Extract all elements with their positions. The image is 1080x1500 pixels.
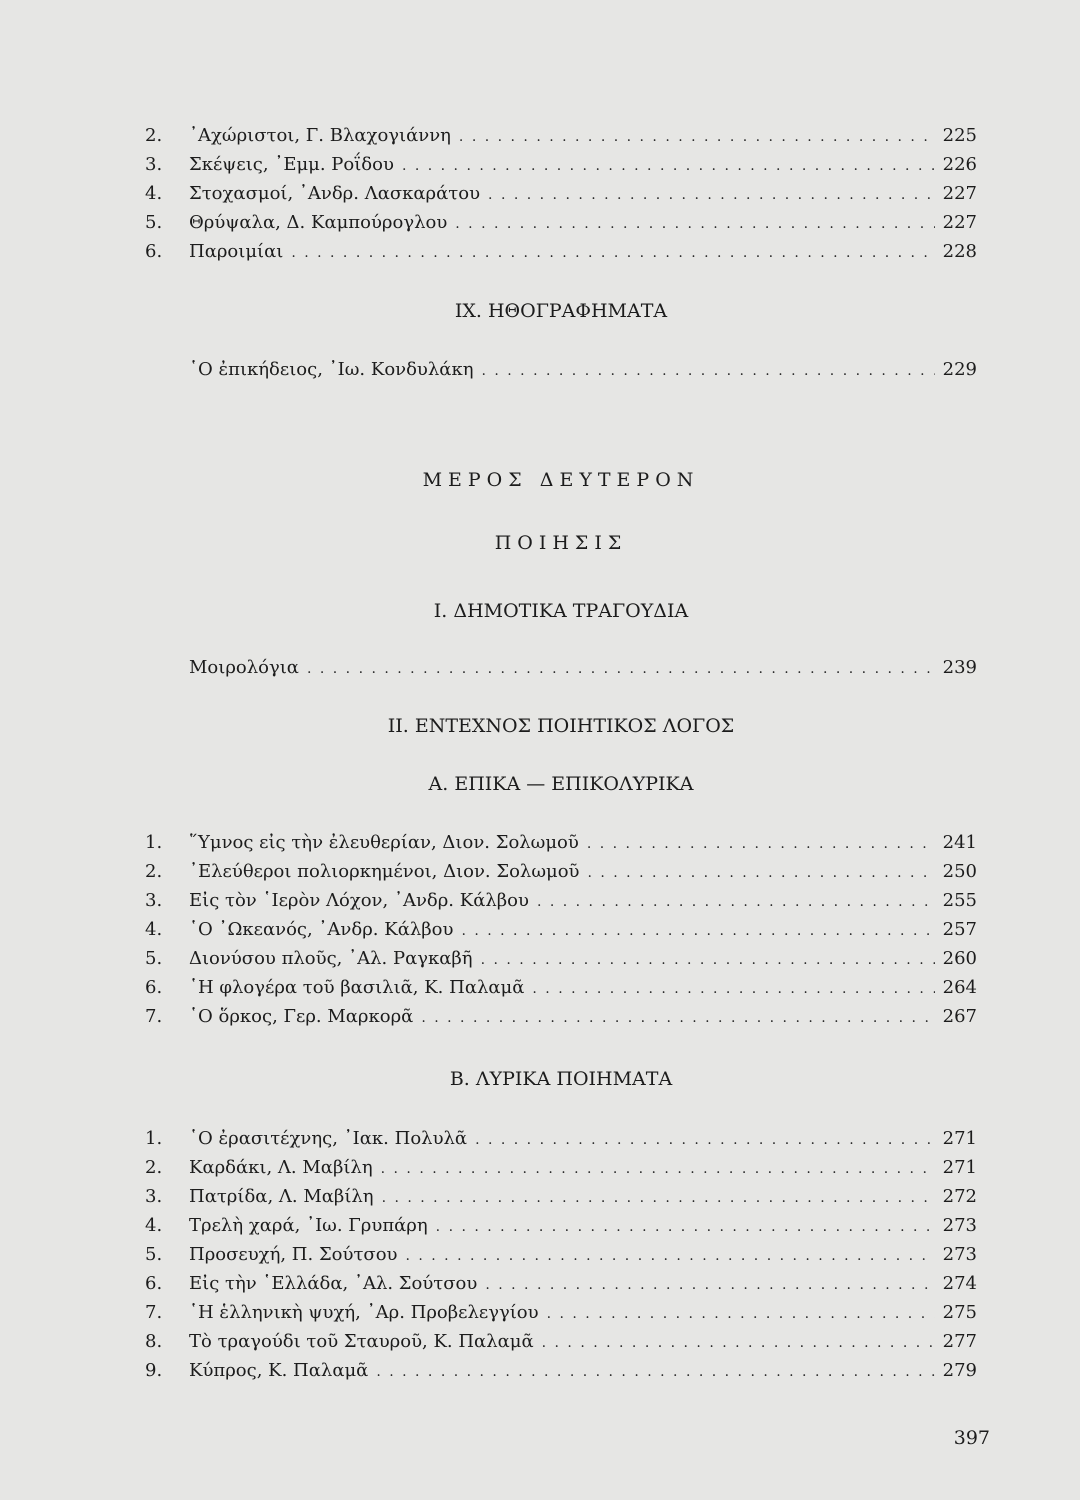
entry-number: 2. <box>145 1157 163 1178</box>
entry-title: Θρύψαλα, Δ. Καμπούρογλου <box>189 212 448 233</box>
entry-number: 7. <box>145 1302 163 1323</box>
entry-number: 3. <box>145 890 163 911</box>
toc-entry <box>145 976 977 1001</box>
entry-number: 6. <box>145 241 163 262</box>
dot-leader <box>488 183 935 207</box>
dot-leader <box>381 1157 935 1181</box>
entry-page: 271 <box>942 1128 977 1149</box>
toc-entry <box>145 1359 977 1384</box>
entry-page: 273 <box>942 1244 977 1265</box>
entry-number: 4. <box>145 919 163 940</box>
entry-number: 7. <box>145 1006 163 1027</box>
entry-number: 5. <box>145 948 163 969</box>
entry-page: 239 <box>942 657 977 678</box>
entry-number: 5. <box>145 212 163 233</box>
entry-title: Προσευχή, Π. Σούτσου <box>189 1244 398 1265</box>
entry-page: 275 <box>942 1302 977 1323</box>
toc-entry <box>145 918 977 943</box>
entry-title: ῾Η ἑλληνικὴ ψυχή, ᾿Αρ. Προβελεγγίου <box>189 1302 539 1323</box>
entry-number: 1. <box>145 1128 163 1149</box>
entry-page: 255 <box>942 890 977 911</box>
toc-entry <box>145 240 977 265</box>
dot-leader <box>421 1006 934 1030</box>
dot-leader <box>537 890 935 914</box>
entry-title: Εἰς τὸν ῾Ιερὸν Λόχον, ᾿Ανδρ. Κάλβου <box>189 890 529 911</box>
entry-title: Πατρίδα, Λ. Μαβίλη <box>189 1186 374 1207</box>
toc-entry <box>145 889 977 914</box>
entry-page: 228 <box>942 241 977 262</box>
dot-leader <box>547 1302 935 1326</box>
entry-page: 225 <box>942 125 977 146</box>
subsection-heading-b: Β. ΛΥΡΙΚΑ ΠΟΙΗΜΑΤΑ <box>449 1068 673 1090</box>
dot-leader <box>481 948 935 972</box>
entry-page: 229 <box>942 359 977 380</box>
entry-title: ῾Ο ἐρασιτέχνης, ᾿Ιακ. Πολυλᾶ <box>189 1128 468 1149</box>
dot-leader <box>382 1186 935 1210</box>
dot-leader <box>376 1360 934 1384</box>
entry-title: Τρελὴ χαρά, ᾿Ιω. Γρυπάρη <box>189 1215 428 1236</box>
entry-page: 250 <box>942 861 977 882</box>
dot-leader <box>291 241 934 265</box>
toc-entry <box>145 1330 977 1355</box>
entry-title: ᾿Ελεύθεροι πολιορκημένοι, Διον. Σολωμοῦ <box>189 861 580 882</box>
entry-page: 264 <box>942 977 977 998</box>
dot-leader <box>307 657 935 681</box>
entry-number: 1. <box>145 832 163 853</box>
entry-number: 6. <box>145 977 163 998</box>
entry-title: ῾Η φλογέρα τοῦ βασιλιᾶ, Κ. Παλαμᾶ <box>189 977 525 998</box>
dot-leader <box>587 832 935 856</box>
entry-page: 226 <box>942 154 977 175</box>
toc-entry <box>145 1214 977 1239</box>
dot-leader <box>481 359 934 383</box>
entry-page: 241 <box>942 832 977 853</box>
entry-page: 260 <box>942 948 977 969</box>
dot-leader <box>587 861 934 885</box>
entry-title: Κύπρος, Κ. Παλαμᾶ <box>189 1360 369 1381</box>
entry-number: 2. <box>145 125 163 146</box>
toc-entry <box>145 1272 977 1297</box>
toc-entry <box>145 1127 977 1152</box>
dot-leader <box>475 1128 935 1152</box>
dot-leader <box>461 919 934 943</box>
section-heading-i: I. ΔΗΜΟΤΙΚΑ ΤΡΑΓΟΥΔΙΑ <box>433 600 689 622</box>
entry-title: Τὸ τραγούδι τοῦ Σταυροῦ, Κ. Παλαμᾶ <box>189 1331 534 1352</box>
dot-leader <box>532 977 934 1001</box>
page-number: 397 <box>953 1427 990 1449</box>
entry-title: Καρδάκι, Λ. Μαβίλη <box>189 1157 373 1178</box>
entry-title: ῞Υμνος εἰς τὴν ἐλευθερίαν, Διον. Σολωμοῦ <box>189 832 579 853</box>
toc-entry <box>189 358 977 383</box>
entry-number: 2. <box>145 861 163 882</box>
entry-title: Διονύσου πλοῦς, ᾿Αλ. Ραγκαβῆ <box>189 948 473 969</box>
dot-leader <box>459 125 935 149</box>
toc-entry <box>145 1156 977 1181</box>
entry-page: 279 <box>942 1360 977 1381</box>
toc-entry <box>145 182 977 207</box>
toc-entry <box>145 1243 977 1268</box>
entry-title: ῾Ο ᾿Ωκεανός, ᾿Ανδρ. Κάλβου <box>189 919 454 940</box>
entry-title: Σκέψεις, ᾿Εμμ. Ροΐδου <box>189 154 394 175</box>
part-heading: ΜΕΡΟΣ ΔΕΥΤΕΡΟΝ <box>422 469 700 491</box>
entry-number: 4. <box>145 1215 163 1236</box>
dot-leader <box>436 1215 935 1239</box>
entry-page: 271 <box>942 1157 977 1178</box>
dot-leader <box>402 154 935 178</box>
entry-number: 9. <box>145 1360 163 1381</box>
entry-title: Στοχασμοί, ᾿Ανδρ. Λασκαράτου <box>189 183 481 204</box>
dot-leader <box>405 1244 934 1268</box>
entry-title: Εἰς τὴν ῾Ελλάδα, ᾿Αλ. Σούτσου <box>189 1273 478 1294</box>
entry-number: 8. <box>145 1331 163 1352</box>
entry-page: 267 <box>942 1006 977 1027</box>
toc-entry <box>145 211 977 236</box>
toc-entry <box>145 153 977 178</box>
section-heading-ii: II. ΕΝΤΕΧΝΟΣ ΠΟΙΗΤΙΚΟΣ ΛΟΓΟΣ <box>387 715 735 737</box>
entry-page: 277 <box>942 1331 977 1352</box>
entry-number: 3. <box>145 1186 163 1207</box>
entry-number: 3. <box>145 154 163 175</box>
entry-title: Παροιμίαι <box>189 241 284 262</box>
entry-title: ῾Ο ἐπικήδειος, ᾿Ιω. Κονδυλάκη <box>189 359 474 380</box>
toc-entry <box>145 1185 977 1210</box>
entry-page: 257 <box>942 919 977 940</box>
entry-title: ᾿Αχώριστοι, Γ. Βλαχογιάννη <box>189 125 451 146</box>
dot-leader <box>455 212 934 236</box>
part-subheading: ΠΟΙΗΣΙΣ <box>494 532 628 554</box>
toc-entry <box>145 831 977 856</box>
toc-entry <box>145 1301 977 1326</box>
entry-number: 5. <box>145 1244 163 1265</box>
toc-entry <box>145 124 977 149</box>
section-heading-ix: IX. ΗΘΟΓΡΑΦΗΜΑΤΑ <box>454 300 668 322</box>
dot-leader <box>485 1273 934 1297</box>
toc-entry <box>145 947 977 972</box>
toc-entry <box>189 656 977 681</box>
entry-page: 272 <box>942 1186 977 1207</box>
entry-title: ῾Ο ὅρκος, Γερ. Μαρκορᾶ <box>189 1006 414 1027</box>
entry-number: 6. <box>145 1273 163 1294</box>
subsection-heading-a: Α. ΕΠΙΚΑ — ΕΠΙΚΟΛΥΡΙΚΑ <box>428 773 694 795</box>
toc-entry <box>145 1005 977 1030</box>
entry-number: 4. <box>145 183 163 204</box>
dot-leader <box>542 1331 935 1355</box>
entry-page: 274 <box>942 1273 977 1294</box>
entry-page: 273 <box>942 1215 977 1236</box>
entry-page: 227 <box>942 212 977 233</box>
toc-entry <box>145 860 977 885</box>
entry-page: 227 <box>942 183 977 204</box>
entry-title: Μοιρολόγια <box>189 657 299 678</box>
